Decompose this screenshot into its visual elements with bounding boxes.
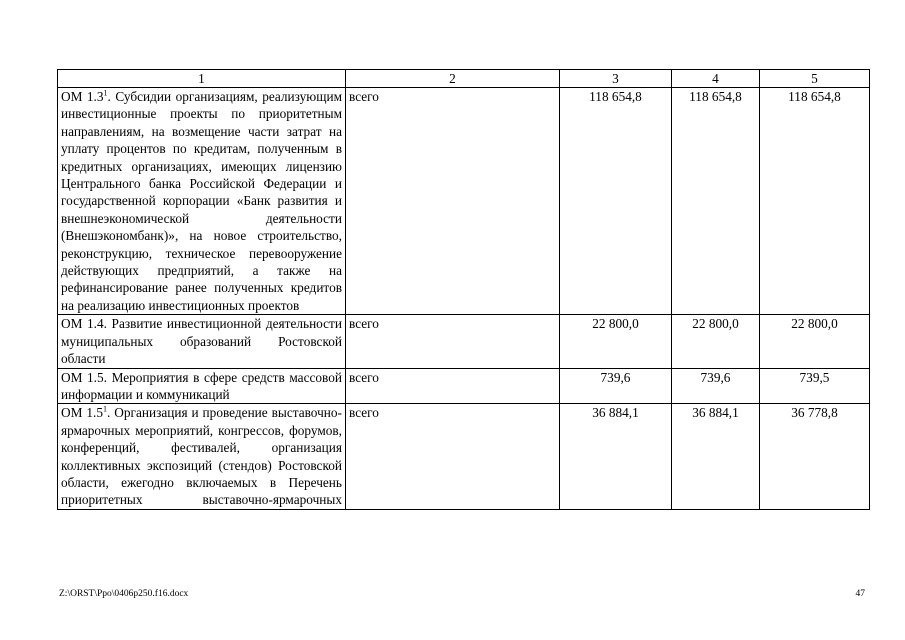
column-header-5: 5 (760, 70, 870, 88)
value-col3: 739,6 (560, 368, 672, 404)
value-col4: 118 654,8 (672, 88, 760, 315)
value-col5: 118 654,8 (760, 88, 870, 315)
activity-code: ОМ 1.3 (61, 89, 104, 104)
value-col5: 22 800,0 (760, 315, 870, 368)
activity-code-superscript: 1 (102, 404, 107, 414)
column-header-1: 1 (58, 70, 346, 88)
page-number: 47 (855, 589, 865, 599)
value-col3: 36 884,1 (560, 404, 672, 509)
table-row (58, 88, 870, 315)
table-row (58, 315, 870, 368)
funding-source: всего (346, 368, 560, 404)
activity-code: ОМ 1.4. (61, 316, 107, 332)
funding-source: всего (346, 315, 560, 368)
document-file-path: Z:\ORST\Ppo\0406p250.f16.docx (59, 589, 189, 599)
activity-text: Развитие инвестиционной деятельности муниципальных образований Ростовской области (61, 316, 342, 367)
header-row (58, 70, 870, 88)
activity-text: . Организация и проведение выставочно-ярмарочных мероприятий, конгрессов, форумов, конференций, фестивалей, организация коллективных экспозиций (стендов) Ростовской области, ежегодно включаемых в Перечень приоритетных выставочно-ярмарочных (61, 405, 342, 508)
activity-code-superscript: 1 (103, 88, 108, 98)
value-col4: 22 800,0 (672, 315, 760, 368)
activity-text: Мероприятия в сфере средств массовой информации и коммуникаций (61, 369, 342, 402)
funding-source: всего (346, 88, 560, 315)
activity-description (58, 315, 346, 368)
value-col5: 36 778,8 (760, 404, 870, 509)
table-row (58, 368, 870, 404)
activity-code: ОМ 1.5. (61, 369, 107, 385)
activity-description (58, 368, 346, 404)
column-header-3: 3 (560, 70, 672, 88)
value-col4: 36 884,1 (672, 404, 760, 509)
value-col4: 739,6 (672, 368, 760, 404)
activity-code: ОМ 1.5 (61, 405, 103, 421)
activity-description (58, 404, 346, 509)
table-row (58, 404, 870, 509)
column-header-2: 2 (346, 70, 560, 88)
value-col5: 739,5 (760, 368, 870, 404)
budget-table (57, 69, 870, 510)
column-header-4: 4 (672, 70, 760, 88)
activity-description (58, 88, 346, 315)
value-col3: 118 654,8 (560, 88, 672, 315)
funding-source: всего (346, 404, 560, 509)
value-col3: 22 800,0 (560, 315, 672, 368)
activity-text: . Субсидии организациям, реализующим инвестиционные проекты по приоритетным направлениям, на возмещение части затрат на уплату процентов по кредитам, полученным в кредитных организациях, имеющих лицензию Центрального банка Российской Федерации и государственной корпорации «Банк развития и внешнеэкономической деятельности (Внешэкономбанк)», на новое строительство, реконструкцию, техническое перевооружение действующих предприятий, а также на рефинансирование ранее полученных кредитов на реализацию инвестиционных проектов (61, 89, 342, 313)
